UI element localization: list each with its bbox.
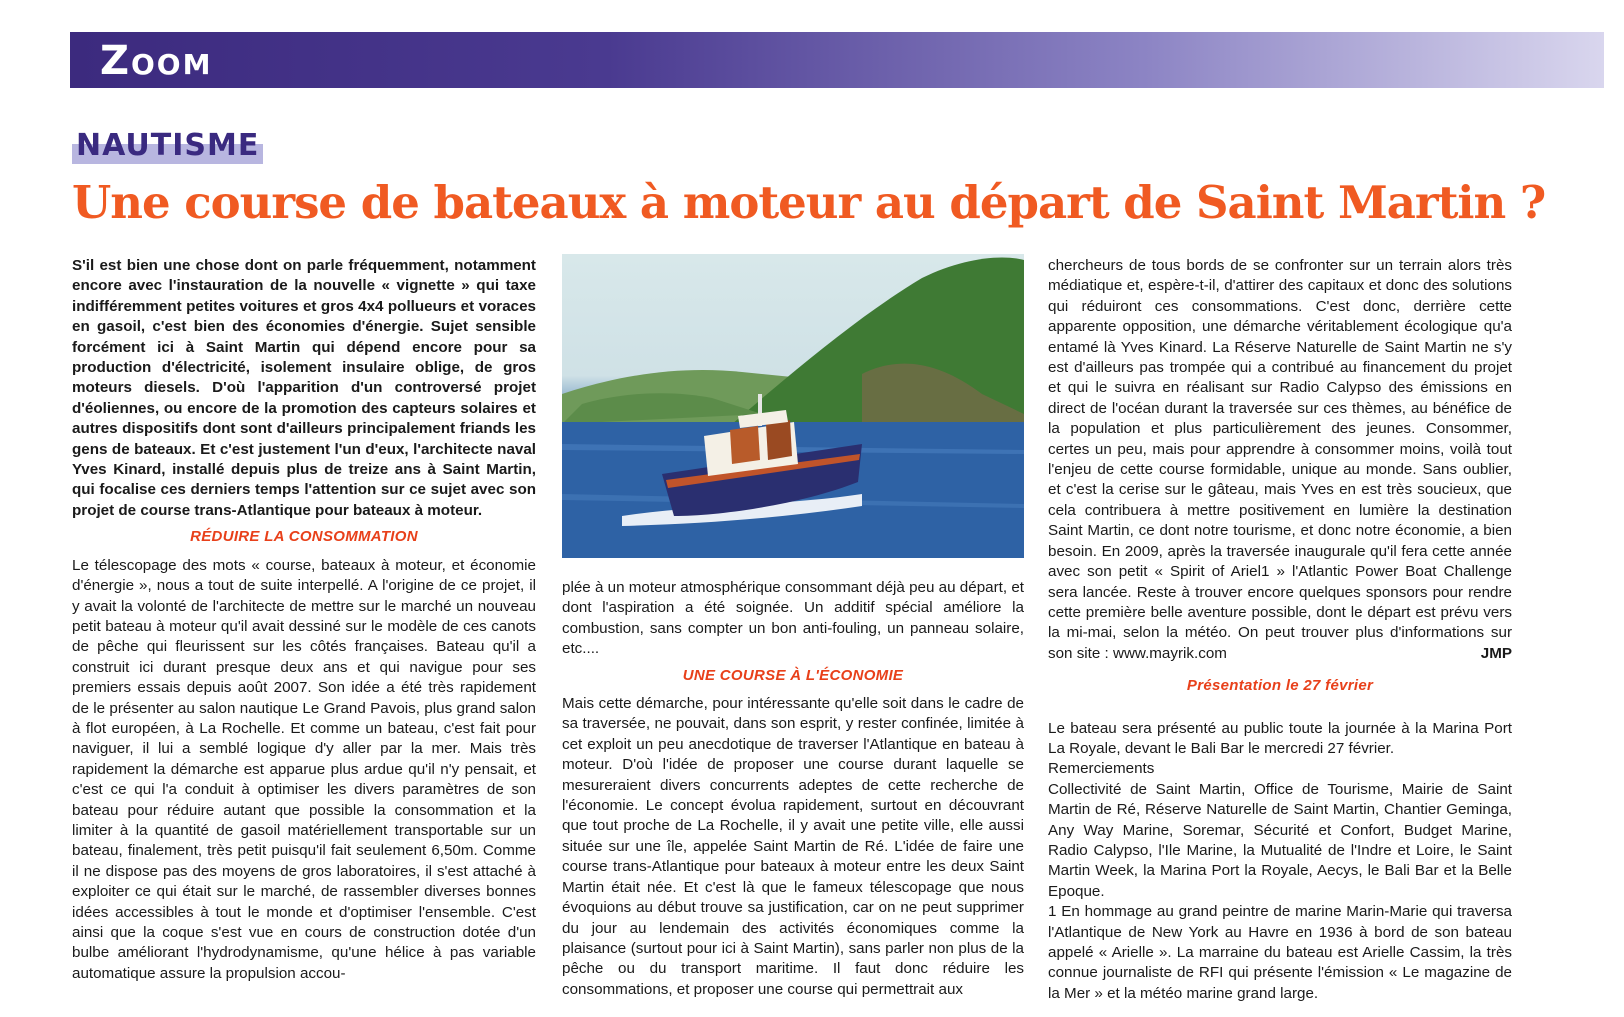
- column-2: [562, 578, 1024, 1006]
- subheading-presentation: Présentation le 27 février: [1186, 677, 1374, 695]
- thanks-title: Remerciements: [1048, 760, 1155, 778]
- subheading-economy-race: UNE COURSE À L'ÉCONOMIE: [682, 666, 904, 684]
- body-paragraph: plée à un moteur atmosphérique consommant déjà peu au départ, et dont l'aspiration a été soignée. Un additif spécial améliore la combustion, sans compter un bon anti-fouling, un panneau solaire, etc....: [562, 579, 1024, 658]
- body-text: chercheurs de tous bords de se confronter sur un terrain alors très médiatique et, espère-t-il, d'attirer des capitaux et donc des solutions qui réduiront ces consommations. C'est donc, derrière cette apparente opposition, une démarche véritablement écologique qu'a entamé là Yves Kinard. La Réserve Naturelle de Saint Martin ne s'y est d'ailleurs pas trompée qui a contribué au financement du projet et qui le suivra en réalisant sur Radio Calypso des émissions en direct de l'océan durant la traversée sur ces thèmes, au bénéfice de la population et plus particulièrement des jeunes. Consommer, certes un peu, mais pour apprendre à consommer moins, voilà tout l'enjeu de cette course formidable, unique au monde. Sans oublier, et c'est la cerise sur le gâteau, mais Yves en est très soucieux, que cela contribuera à mettre positivement en lumière la destination Saint Martin, ce dont notre tourisme, et donc notre économie, a bien besoin. En 2009, après la traversée inaugurale qu'il fera cette année avec son petit « Spirit of Ariel1 » l'Atlantic Power Boat Challenge sera lancée. Reste à trouver encore quelques sponsors pour rendre cette première belle aventure possible, dont le départ est prévu vers la mi-mai, selon la météo. On peut trouver plus d'informations sur son site : www.mayrik.com: [1048, 257, 1512, 662]
- body-paragraph: Le télescopage des mots « course, bateaux à moteur, et économie d'énergie », nous a tout de suite interpellé. A l'origine de ce projet, il y avait la volonté de l'architecte de mettre sur le marché un nouveau petit bateau à moteur qu'il avait dessiné sur le modèle de ces canots de pêche qui fleurissent sur les côtés françaises. Bateau qu'il a construit ici durant presque deux ans et qui navigue pour ses premiers essais depuis août 2007. Son idée a été très rapidement de le présenter au salon nautique Le Grand Pavois, plus grand salon à flot européen, à La Rochelle. Et comme un bateau, c'est fait pour naviguer, il lui a semblé logique d'y aller par la mer. Mais très rapidement la démarche est apparue plus ardue qu'il n'y pensait, et c'est ce qui l'a conduit à optimiser les divers paramètres de son bateau pour réduire autant que possible la consommation et la limiter à la quantité de gasoil matériellement transportable sur un bateau, finalement, très petit puisqu'il fait seulement 6,50m. Comme il ne dispose pas des moyens de gros laboratoires, il s'est attaché à exploiter ce qui était sur le marché, de rassembler diverses bonnes idées accessibles à tout le monde et d'optimiser l'ensemble. C'est ainsi que la coque s'est vue en cours de construction dotée d'un bulbe améliorant l'hydrodynamisme, qu'une hélice à pas variable automatique assure la propulsion accou-: [72, 556, 536, 982]
- boat-photo: [562, 254, 1024, 558]
- body-paragraph: Mais cette démarche, pour intéressante qu'elle soit dans le cadre de sa traversée, ne pouvait, dans son esprit, y rester confinée, limitée à cet exploit un peu anecdotique de traverser l'Atlantique en bateau à moteur. D'où l'idée de proposer une course durant laquelle se mesureraient divers concurrents adeptes de cette recherche de l'économie. Le concept évolua rapidement, surtout en découvrant que tout proche de La Rochelle, il y avait une petite ville, elle aussi située sur une île, appelée Saint Martin de Ré. L'idée de faire une course trans-Atlantique pour bateaux à moteur entre les deux Saint Martin était née. Et c'est là que le fameux télescopage que nous évoquions au début trouve sa justification, car on ne peut supprimer du jour au lendemain des activités économiques comme la plaisance (surtout pour ici à Saint Martin), sans parler non plus de la pêche ou du transport maritime. Il faut donc réduire les consommations, et proposer une course qui permettrait aux: [562, 695, 1024, 998]
- lead-paragraph: S'il est bien une chose dont on parle fréquemment, notamment encore avec l'instauration de la nouvelle « vignette » qui taxe indifféremment petites voitures et gros 4x4 pollueurs et voraces en gasoil, c'est bien des économies d'énergie. Sujet sensible forcément ici à Saint Martin qui dépend encore pour sa production d'électricité, isolement insulaire oblige, de gros moteurs diesels. D'où l'apparition d'un controversé projet d'éoliennes, ou encore de la promotion des capteurs solaires et autres dispositifs dont sont d'ailleurs principalement friands les gens de bateaux. Et c'est justement l'un d'eux, l'architecte naval Yves Kinard, installé depuis plus de treize ans à Saint Martin, qui focalise ces derniers temps l'attention sur ce sujet avec son projet de course trans-Atlantique pour bateaux à moteur.: [72, 257, 536, 519]
- article-headline: Une course de bateaux à moteur au départ de Saint Martin ?: [72, 176, 1546, 229]
- author-signature: JMP: [1480, 644, 1512, 662]
- body-paragraph: [1048, 256, 1512, 664]
- body-paragraph: Le bateau sera présenté au public toute la journée à la Marina Port La Royale, devant le Bali Bar le mercredi 27 février.: [1048, 719, 1512, 757]
- subheading-consumption: RÉDUIRE LA CONSOMMATION: [190, 528, 418, 546]
- section-title: Zoom: [100, 38, 213, 84]
- footnote-paragraph: 1 En hommage au grand peintre de marine Marin-Marie qui traversa l'Atlantique de New York au Havre en 1936 à bord de son bateau appelé « Arielle ». La marraine du bateau est Arielle Cassim, la très connue journaliste de RFI qui présente l'émission « Le magazine de la Mer » et la météo marine grand large.: [1048, 903, 1512, 1002]
- column-3: [1048, 256, 1512, 1004]
- section-banner: [70, 32, 1604, 88]
- column-1: [72, 256, 536, 990]
- boat-photo-illustration: [562, 254, 1024, 558]
- thanks-paragraph: Collectivité de Saint Martin, Office de Tourisme, Mairie de Saint Martin de Ré, Réserve Naturelle de Saint Martin, Chantier Geminga, Any Way Marine, Soremar, Sécurité et Confort, Budget Marine, Radio Calypso, l'Ile Marine, la Mutualité de l'Indre et Loire, le Saint Martin Week, la Marina Port la Royale, Aecys, le Bali Bar et la Belle Epoque.: [1048, 780, 1512, 900]
- rubric-label: NAUTISME: [72, 128, 263, 164]
